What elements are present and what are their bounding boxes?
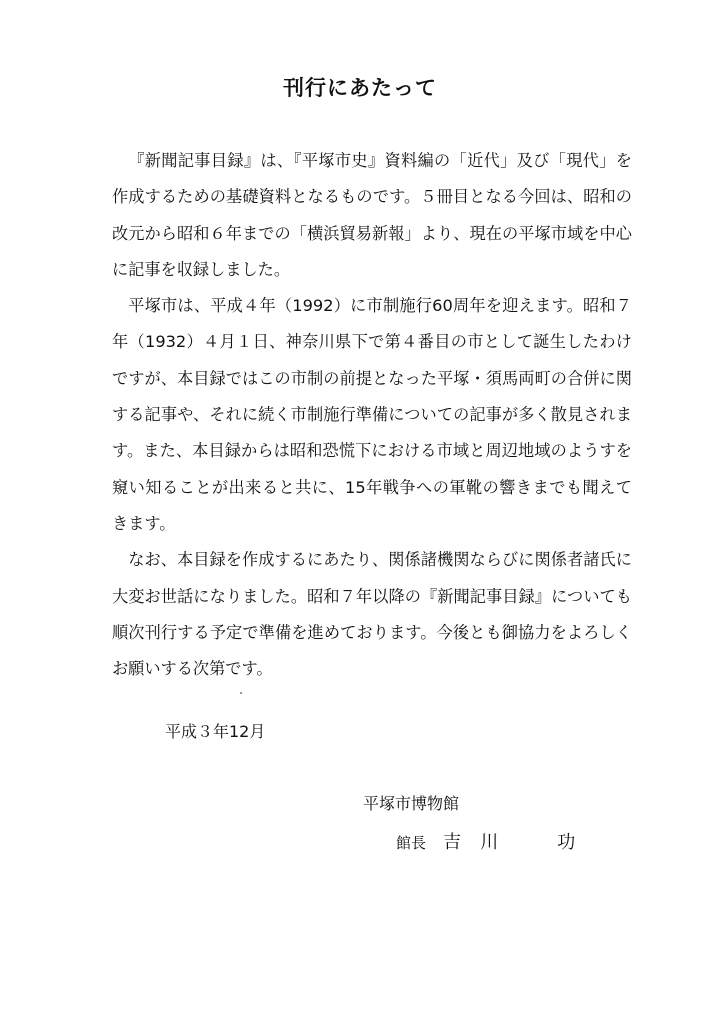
organization-name: 平塚市博物館 [363, 794, 460, 813]
paragraph-1: 『新聞記事目録』は、『平塚市史』資料編の「近代」及び「現代」を作成するための基礎資料となるものです。５冊目となる今回は、昭和の改元から昭和６年までの「横浜貿易新報」より、現在の平塚市域を中心に記事を収録しました。 [112, 151, 632, 279]
issue-date: 平成３年12月 [165, 722, 266, 741]
paragraph-2: 平塚市は、平成４年（1992）に市制施行60周年を迎えます。昭和７年（1932）４月１日、神奈川県下で第４番目の市として誕生したわけですが、本目録ではこの市制の前提となった平塚・須馬両町の合併に関する記事や、それに続く市制施行準備についての記事が多く散見されます。また、本目録からは昭和恐慌下における市域と周辺地域のようすを窺い知ることが出来ると共に、15年戦争への軍靴の響きまでも聞えてきます。 [112, 296, 632, 533]
scan-speck [240, 692, 242, 694]
signer-line [396, 830, 575, 856]
signer-name-part: 川 [480, 832, 499, 853]
document-title: 刊行にあたって [283, 76, 437, 100]
paragraph-3: なお、本目録を作成するにあたり、関係諸機関ならびに関係者諸氏に大変お世話になりました。昭和７年以降の『新聞記事目録』についても順次刊行する予定で準備を進めております。今後とも御協力をよろしくお願いする次第です。 [112, 550, 632, 679]
signer-role: 館長 [396, 834, 427, 852]
document-body [112, 143, 632, 687]
signer-name-part: 功 [557, 832, 576, 853]
signer-name-part: 吉 [443, 832, 462, 853]
